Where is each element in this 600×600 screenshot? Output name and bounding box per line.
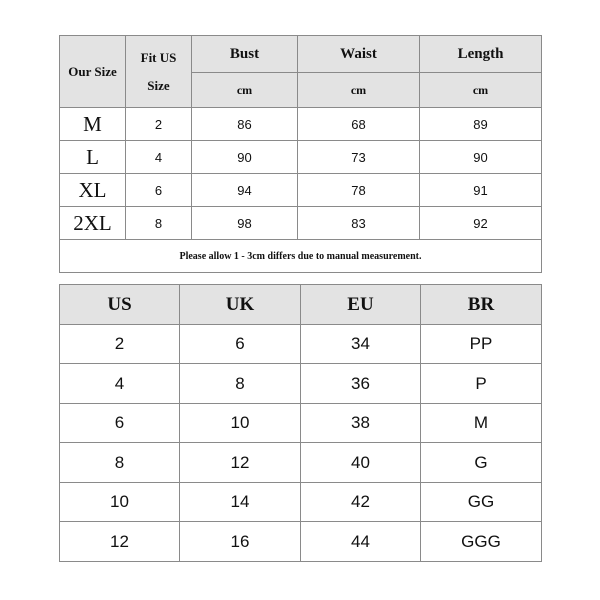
header-fit-us-size	[126, 36, 192, 108]
bust-cell: 90	[192, 141, 298, 174]
us-cell: 6	[60, 404, 180, 443]
bust-cell: 98	[192, 207, 298, 240]
waist-cell: 78	[298, 174, 420, 207]
size-chart-table	[59, 35, 542, 273]
waist-cell: 68	[298, 108, 420, 141]
size-conversion-table	[59, 284, 542, 562]
table-row	[60, 141, 542, 174]
header-uk: UK	[180, 285, 301, 325]
eu-cell: 44	[301, 522, 421, 562]
header-bust: Bust	[192, 36, 298, 73]
header-br: BR	[421, 285, 542, 325]
br-cell: M	[421, 404, 542, 443]
fit-us-cell: 6	[126, 174, 192, 207]
table-row	[60, 404, 542, 443]
eu-cell: 40	[301, 443, 421, 483]
br-cell: P	[421, 364, 542, 404]
br-cell: G	[421, 443, 542, 483]
header-our-size: Our Size	[60, 36, 126, 108]
eu-cell: 34	[301, 325, 421, 364]
header-eu: EU	[301, 285, 421, 325]
size-cell: XL	[60, 174, 126, 207]
measurement-note: Please allow 1 - 3cm differs due to manual measurement.	[60, 240, 542, 273]
us-cell: 10	[60, 483, 180, 522]
us-cell: 4	[60, 364, 180, 404]
table-row	[60, 207, 542, 240]
size-cell: L	[60, 141, 126, 174]
uk-cell: 12	[180, 443, 301, 483]
br-cell: GG	[421, 483, 542, 522]
length-cell: 91	[420, 174, 542, 207]
us-cell: 2	[60, 325, 180, 364]
fit-us-cell: 2	[126, 108, 192, 141]
waist-cell: 73	[298, 141, 420, 174]
size-cell: 2XL	[60, 207, 126, 240]
length-cell: 92	[420, 207, 542, 240]
waist-cell: 83	[298, 207, 420, 240]
bust-cell: 94	[192, 174, 298, 207]
unit-length: cm	[420, 73, 542, 108]
header-fit-us-line1: Fit US	[140, 49, 177, 65]
eu-cell: 36	[301, 364, 421, 404]
uk-cell: 10	[180, 404, 301, 443]
table-row	[60, 364, 542, 404]
table-row	[60, 174, 542, 207]
length-cell: 90	[420, 141, 542, 174]
eu-cell: 42	[301, 483, 421, 522]
table-row	[60, 108, 542, 141]
table-row	[60, 325, 542, 364]
unit-waist: cm	[298, 73, 420, 108]
br-cell: PP	[421, 325, 542, 364]
uk-cell: 16	[180, 522, 301, 562]
eu-cell: 38	[301, 404, 421, 443]
unit-bust: cm	[192, 73, 298, 108]
header-length: Length	[420, 36, 542, 73]
size-cell: M	[60, 108, 126, 141]
fit-us-cell: 4	[126, 141, 192, 174]
uk-cell: 8	[180, 364, 301, 404]
uk-cell: 6	[180, 325, 301, 364]
header-fit-us-line2: Size	[147, 77, 170, 93]
table-row	[60, 483, 542, 522]
table-row	[60, 522, 542, 562]
uk-cell: 14	[180, 483, 301, 522]
br-cell: GGG	[421, 522, 542, 562]
header-waist: Waist	[298, 36, 420, 73]
bust-cell: 86	[192, 108, 298, 141]
fit-us-cell: 8	[126, 207, 192, 240]
table-row	[60, 443, 542, 483]
header-us: US	[60, 285, 180, 325]
us-cell: 12	[60, 522, 180, 562]
us-cell: 8	[60, 443, 180, 483]
length-cell: 89	[420, 108, 542, 141]
